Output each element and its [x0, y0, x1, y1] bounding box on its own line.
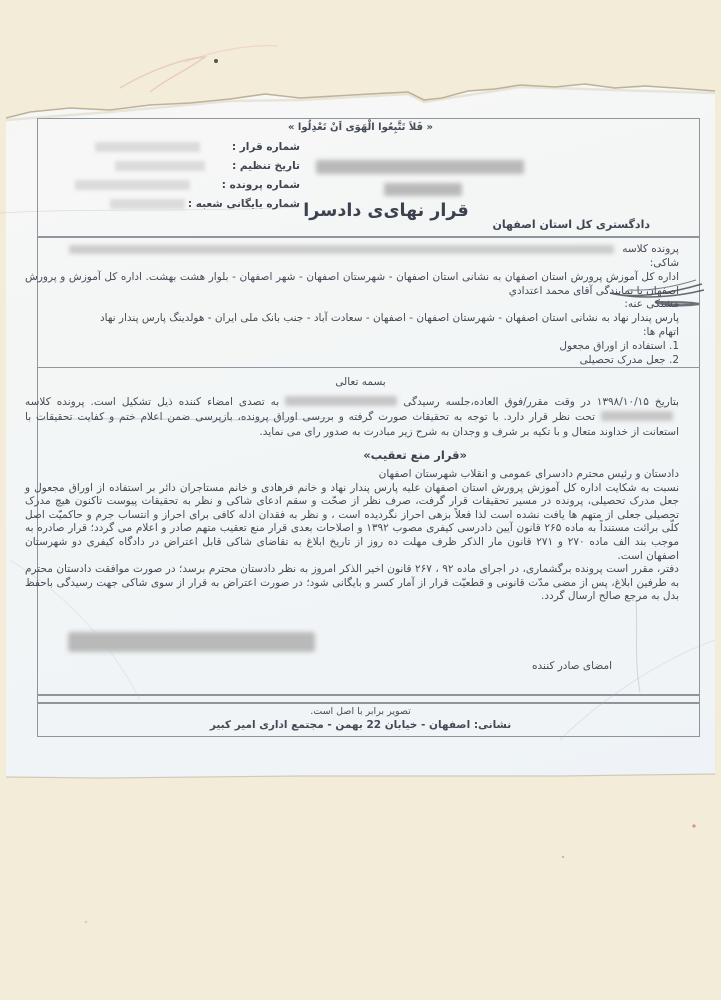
document-title: قرار نهای‌ی دادسرا — [303, 201, 469, 221]
intro-part-2: به تصدی امضاء کننده ذیل تشکیل است. پرونده کلاسه — [25, 396, 280, 408]
redacted-case-ref — [601, 411, 673, 421]
charge-item-1: 1. استفاده از اوراق مجعول — [559, 339, 679, 352]
redacted-session-ref — [285, 396, 397, 406]
verdict-section — [25, 468, 679, 604]
redacted-stamp-line-2 — [384, 183, 462, 196]
case-classification-row — [25, 243, 679, 255]
date-prepared-label: تاریخ تنظیم : — [232, 160, 300, 172]
ruling-title: «قرار منع تعقیب» — [363, 448, 467, 462]
court-address: نشانی: اصفهان - خیابان 22 بهمن - مجتمع اداری امیر کبیر — [209, 719, 512, 731]
case-classification-label: پرونده کلاسه — [622, 243, 679, 255]
redacted-signatory-name — [68, 632, 315, 652]
redacted-case-classification — [69, 245, 614, 254]
addressee-line: دادستان و رئیس محترم دادسرای عمومی و انقلاب شهرستان اصفهان — [378, 468, 679, 480]
redacted-date-prepared — [115, 161, 205, 171]
redacted-case-number — [75, 180, 190, 190]
intro-part-1: بتاریخ ۱۳۹۸/۱۰/۱۵ در وقت مقرر/فوق العاده،جلسه رسیدگی — [403, 396, 679, 408]
verdict-body: نسبت به شکایت اداره کل آموزش پرورش استان اصفهان علیه پارس پندار نهاد و خانم فرهادی و خانم مستاجران دائر بر استفاده از اوراق مجعول و جعل مدرک تحصیلی، پرونده در مسیر تحقیقات قرار گرفت، صرف نظر از صحّت و سقم ادعای شاکی و نظر به تحقیقات پیوست تاکنون هیچ مدرک تحصیلی جعلی از متهم ها یافت نشده است لذا فعلاً بزهی احراز نگردیده است ، و نظر به فقدان ادله کافی برای احراز و انتساب جرم و حاکمیّت اصل کلّی برائت مستنداً به ماده ۲۶۵ قانون آیین دادرسی کیفری مصوب ۱۳۹۲ و اصلاحات بعدی قرار منع تعقیب متهم صادر و اعلام می گردد؛ قرار صادره به موجب بند الف ماده ۲۷۰ و ۲۷۱ قانون مار الذکر ظرف مهلت ده روز از تاریخ ابلاغ به تقاضای شاکی قابل اعتراض در دادگاه کیفری دو شهرستان اصفهان است. — [25, 481, 679, 562]
complainant-label: شاکی: — [649, 257, 679, 269]
spacer-row — [37, 695, 700, 703]
charge-item-2: 2. جعل مدرک تحصیلی — [579, 353, 679, 366]
clerk-note: دفتر، مقرر است پرونده برگشماری، در اجرای ماده ۹۲ ، ۲۶۷ قانون اخیر الذکر امروز به نظر دادستان محترم برسد؛ در صورت موافقت دادستان محترم به طرفین ابلاغ، پس از مضی مدّت قانونی و قطعیّت قرار از آمار کسر و بایگانی شود؛ در صورت اعتراض به قرار از سوی شاکی جهت رسیدگی باحفظ بدل به مرجع صالح ارسال گردد. — [25, 563, 679, 603]
respondent-label — [25, 298, 679, 312]
case-number-label: شماره پرونده : — [221, 179, 300, 191]
parties-section — [25, 257, 679, 367]
issuer-signature-label: امضای صادر کننده — [532, 660, 612, 672]
quran-verse: « فَلاَ تَتَّبِعُوا الْهَوَى اَنْ تَعْدِلُوا » — [287, 122, 434, 133]
redacted-archive-number — [110, 199, 185, 209]
redacted-decision-number — [95, 142, 200, 152]
respondent-label-struck-word: مشتکی — [646, 298, 679, 311]
branch-archive-number-label: شماره بایگانی شعبه : — [187, 198, 300, 210]
intro-part-3: تحت نظر قرار دارد. با توجه به تحقیقات صورت گرفته و بررسی اوراق پرونده، بازپرسی ضمن اعلام ختم و کفایت تحقیقات با استعانت از خداوند متعال و با تکیه بر شرف و وجدان به شرح زیر مبادرت به صدور رای می نماید. — [25, 411, 679, 439]
complainant-text: اداره کل آموزش پرورش استان اصفهان به نشانی استان اصفهان - شهرستان اصفهان - شهر اصفهان - بلوار هشت بهشت. اداره کل آموزش و پرورش اصفهان با نمایندگی آقای محمد اعتدادي — [25, 270, 679, 297]
redacted-stamp-line-1 — [316, 160, 524, 174]
certified-copy-note: تصویر برابر با اصل است. — [310, 706, 411, 717]
session-intro-paragraph — [25, 395, 679, 441]
bismillah: بسمه تعالی — [335, 376, 386, 388]
decision-number-label: شماره قرار : — [231, 141, 300, 153]
respondent-label-rest: عنه: — [624, 298, 647, 311]
respondent-text: پارس پندار نهاد به نشانی استان اصفهان - شهرستان اصفهان - اصفهان - سعادت آباد - جنب بانک ملی ایران - هولدینگ پارس پندار نهاد — [99, 312, 679, 325]
charges-label: اتهام ها: — [643, 325, 679, 338]
issuing-organization: دادگستری کل استان اصفهان — [492, 218, 650, 231]
